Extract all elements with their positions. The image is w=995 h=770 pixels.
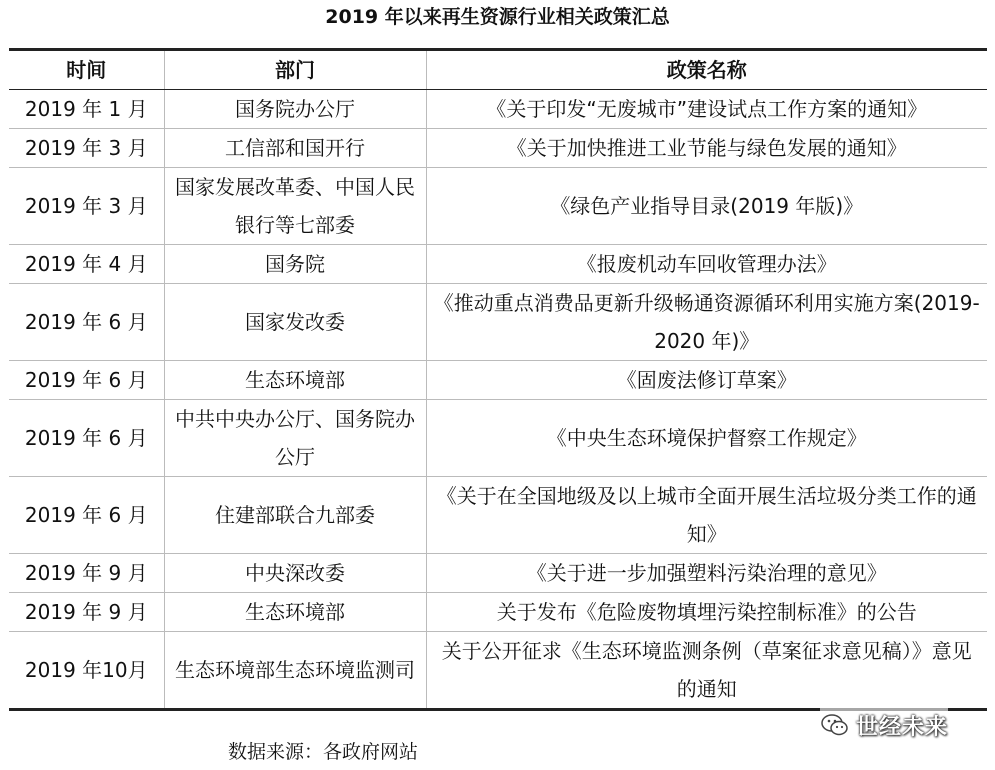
cell-dept: 住建部联合九部委 <box>164 477 426 554</box>
wechat-icon <box>820 710 850 740</box>
cell-policy: 《关于进一步加强塑料污染治理的意见》 <box>426 554 987 593</box>
cell-time: 2019 年 6 月 <box>9 284 164 361</box>
cell-dept: 工信部和国开行 <box>164 129 426 168</box>
policy-table-container <box>9 48 987 711</box>
cell-time: 2019 年 4 月 <box>9 245 164 284</box>
cell-time: 2019 年 3 月 <box>9 129 164 168</box>
cell-policy: 《绿色产业指导目录(2019 年版)》 <box>426 168 987 245</box>
cell-policy: 《推动重点消费品更新升级畅通资源循环利用实施方案(2019-2020 年)》 <box>426 284 987 361</box>
cell-dept: 国家发改委 <box>164 284 426 361</box>
cell-dept: 生态环境部 <box>164 361 426 400</box>
cell-policy: 《中央生态环境保护督察工作规定》 <box>426 400 987 477</box>
table-row <box>9 129 987 168</box>
cell-policy: 关于公开征求《生态环境监测条例（草案征求意见稿）》意见的通知 <box>426 632 987 709</box>
cell-time: 2019 年 1 月 <box>9 90 164 129</box>
table-row <box>9 361 987 400</box>
table-row <box>9 284 987 361</box>
cell-time: 2019 年 6 月 <box>9 477 164 554</box>
table-row <box>9 245 987 284</box>
watermark-text: 世经未来 <box>856 714 949 740</box>
cell-time: 2019 年10月 <box>24 658 148 682</box>
cell-dept: 国务院办公厅 <box>164 90 426 129</box>
cell-time: 2019 年 6 月 <box>9 400 164 477</box>
table-row <box>9 90 987 129</box>
cell-time: 2019 年 9 月 <box>9 554 164 593</box>
cell-policy: 《关于印发“无废城市”建设试点工作方案的通知》 <box>426 90 987 129</box>
table-row <box>9 632 987 709</box>
table-title: 2019 年以来再生资源行业相关政策汇总 <box>325 6 670 28</box>
watermark <box>820 708 948 742</box>
data-source-note: 数据来源：各政府网站 <box>228 741 419 763</box>
table-row <box>9 554 987 593</box>
cell-dept: 生态环境部 <box>164 593 426 632</box>
policy-table <box>9 51 987 708</box>
cell-time: 2019 年 3 月 <box>9 168 164 245</box>
cell-policy: 关于发布《危险废物填埋污染控制标准》的公告 <box>426 593 987 632</box>
table-row <box>9 593 987 632</box>
cell-dept: 中央深改委 <box>164 554 426 593</box>
cell-policy: 《关于在全国地级及以上城市全面开展生活垃圾分类工作的通知》 <box>426 477 987 554</box>
header-dept: 部门 <box>164 51 426 90</box>
cell-dept: 国家发展改革委、中国人民银行等七部委 <box>164 168 426 245</box>
header-time: 时间 <box>9 51 164 90</box>
header-policy: 政策名称 <box>426 51 987 90</box>
table-row <box>9 168 987 245</box>
cell-policy: 《报废机动车回收管理办法》 <box>426 245 987 284</box>
cell-policy: 《关于加快推进工业节能与绿色发展的通知》 <box>426 129 987 168</box>
cell-time: 2019 年 9 月 <box>9 593 164 632</box>
table-row <box>9 477 987 554</box>
cell-dept: 国务院 <box>164 245 426 284</box>
cell-policy: 《固废法修订草案》 <box>426 361 987 400</box>
table-row <box>9 400 987 477</box>
cell-dept: 生态环境部生态环境监测司 <box>164 632 426 709</box>
cell-dept: 中共中央办公厅、国务院办公厅 <box>164 400 426 477</box>
cell-time: 2019 年 6 月 <box>9 361 164 400</box>
table-header-row <box>9 51 987 90</box>
